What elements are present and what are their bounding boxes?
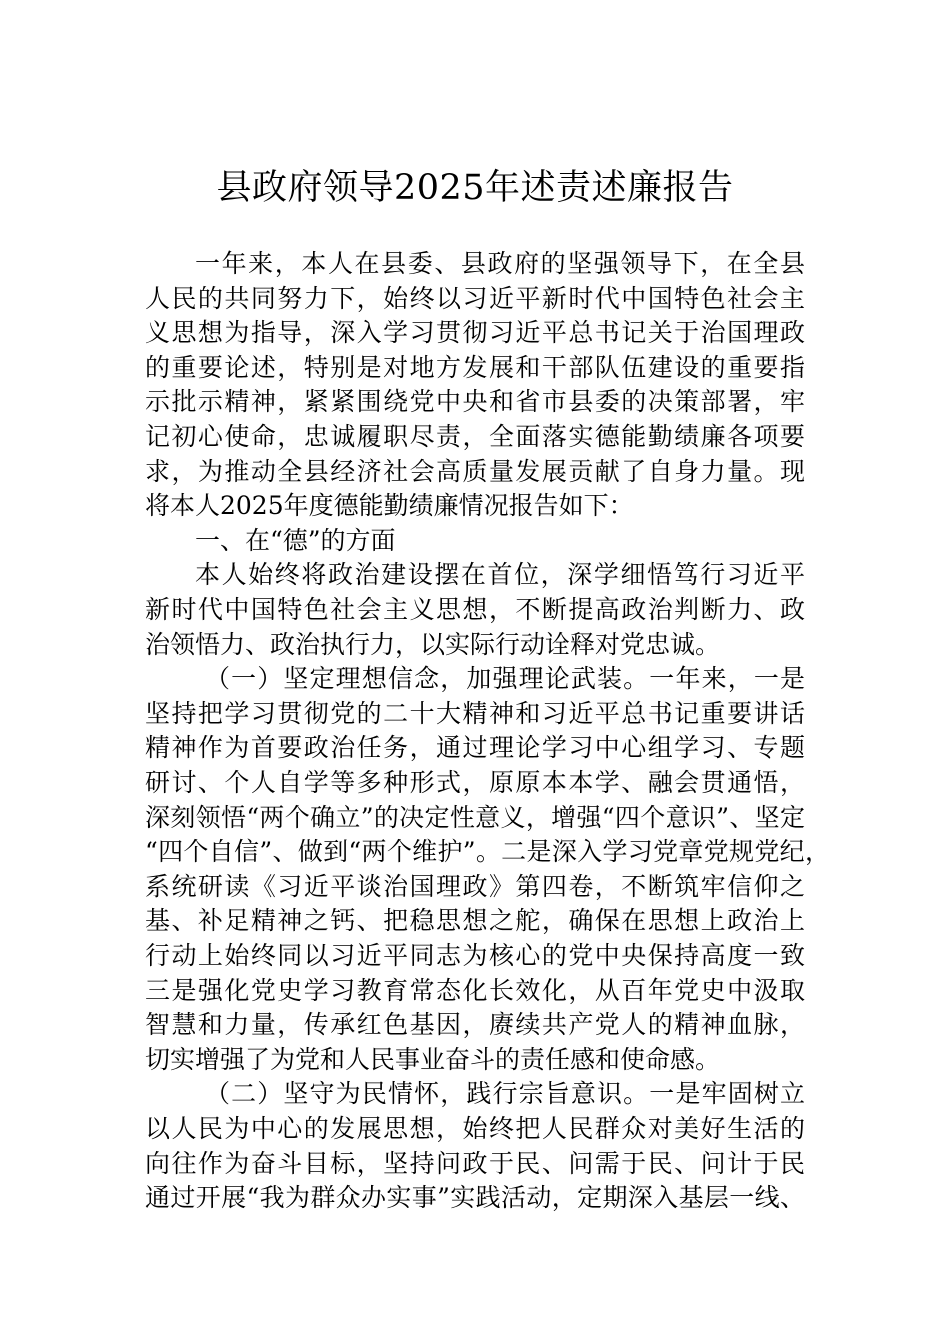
paragraph-line: 精神作为首要政治任务，通过理论学习中心组学习、专题 <box>145 733 805 763</box>
paragraph-line: 向往作为奋斗目标，坚持问政于民、问需于民、问计于民 <box>145 1148 805 1178</box>
document-title: 县政府领导2025年述责述廉报告 <box>216 168 734 208</box>
paragraph-line: 以人民为中心的发展思想，始终把人民群众对美好生活的 <box>145 1114 805 1143</box>
paragraph-line: 将本人2025年度德能勤绩廉情况报告如下： <box>145 491 634 521</box>
paragraph-line: 一年来，本人在县委、县政府的坚强领导下，在全县 <box>195 249 805 278</box>
paragraph-line: 记初心使命，忠诚履职尽责，全面落实德能勤绩廉各项要 <box>145 422 805 451</box>
paragraph-line: 研讨、个人自学等多种形式，原原本本学、融会贯通悟， <box>145 768 805 797</box>
paragraph-line: 本人始终将政治建设摆在首位，深学细悟笃行习近平 <box>195 560 805 590</box>
paragraph-line: 义思想为指导，深入学习贯彻习近平总书记关于治国理政 <box>145 318 805 348</box>
paragraph-line: 深刻领悟“两个确立”的决定性意义，增强“四个意识”、坚定 <box>145 802 805 832</box>
paragraph-line: “四个自信”、做到“两个维护”。二是深入学习党章党规党纪， <box>145 837 830 867</box>
paragraph-line: 的重要论述，特别是对地方发展和干部队伍建设的重要指 <box>145 352 805 382</box>
paragraph-line: 三是强化党史学习教育常态化长效化，从百年党史中汲取 <box>145 975 805 1005</box>
paragraph-line: 系统研读《习近平谈治国理政》第四卷，不断筑牢信仰之 <box>145 871 805 901</box>
paragraph-line: 新时代中国特色社会主义思想，不断提高政治判断力、政 <box>145 595 805 624</box>
paragraph-line: 一、在“德”的方面 <box>195 525 396 555</box>
paragraph-line: 切实增强了为党和人民事业奋斗的责任感和使命感。 <box>145 1044 721 1074</box>
paragraph-line: 坚持把学习贯彻党的二十大精神和习近平总书记重要讲话 <box>145 698 805 728</box>
paragraph-line: 智慧和力量，传承红色基因，赓续共产党人的精神血脉， <box>145 1010 805 1040</box>
paragraph-line: 人民的共同努力下，始终以习近平新时代中国特色社会主 <box>145 283 805 313</box>
paragraph-line: 行动上始终同以习近平同志为核心的党中央保持高度一致 <box>145 941 805 970</box>
paragraph-line: （一）坚定理想信念，加强理论武装。一年来，一是 <box>205 664 805 694</box>
paragraph-line: 基、补足精神之钙、把稳思想之舵，确保在思想上政治上 <box>145 906 805 936</box>
paragraph-line: 求，为推动全县经济社会高质量发展贡献了自身力量。现 <box>145 456 805 486</box>
paragraph-line: （二）坚守为民情怀，践行宗旨意识。一是牢固树立 <box>205 1079 805 1109</box>
paragraph-line: 治领悟力、政治执行力，以实际行动诠释对党忠诚。 <box>145 629 721 659</box>
paragraph-line: 示批示精神，紧紧围绕党中央和省市县委的决策部署，牢 <box>145 387 805 417</box>
paragraph-line: 通过开展“我为群众办实事”实践活动，定期深入基层一线、 <box>145 1183 805 1213</box>
